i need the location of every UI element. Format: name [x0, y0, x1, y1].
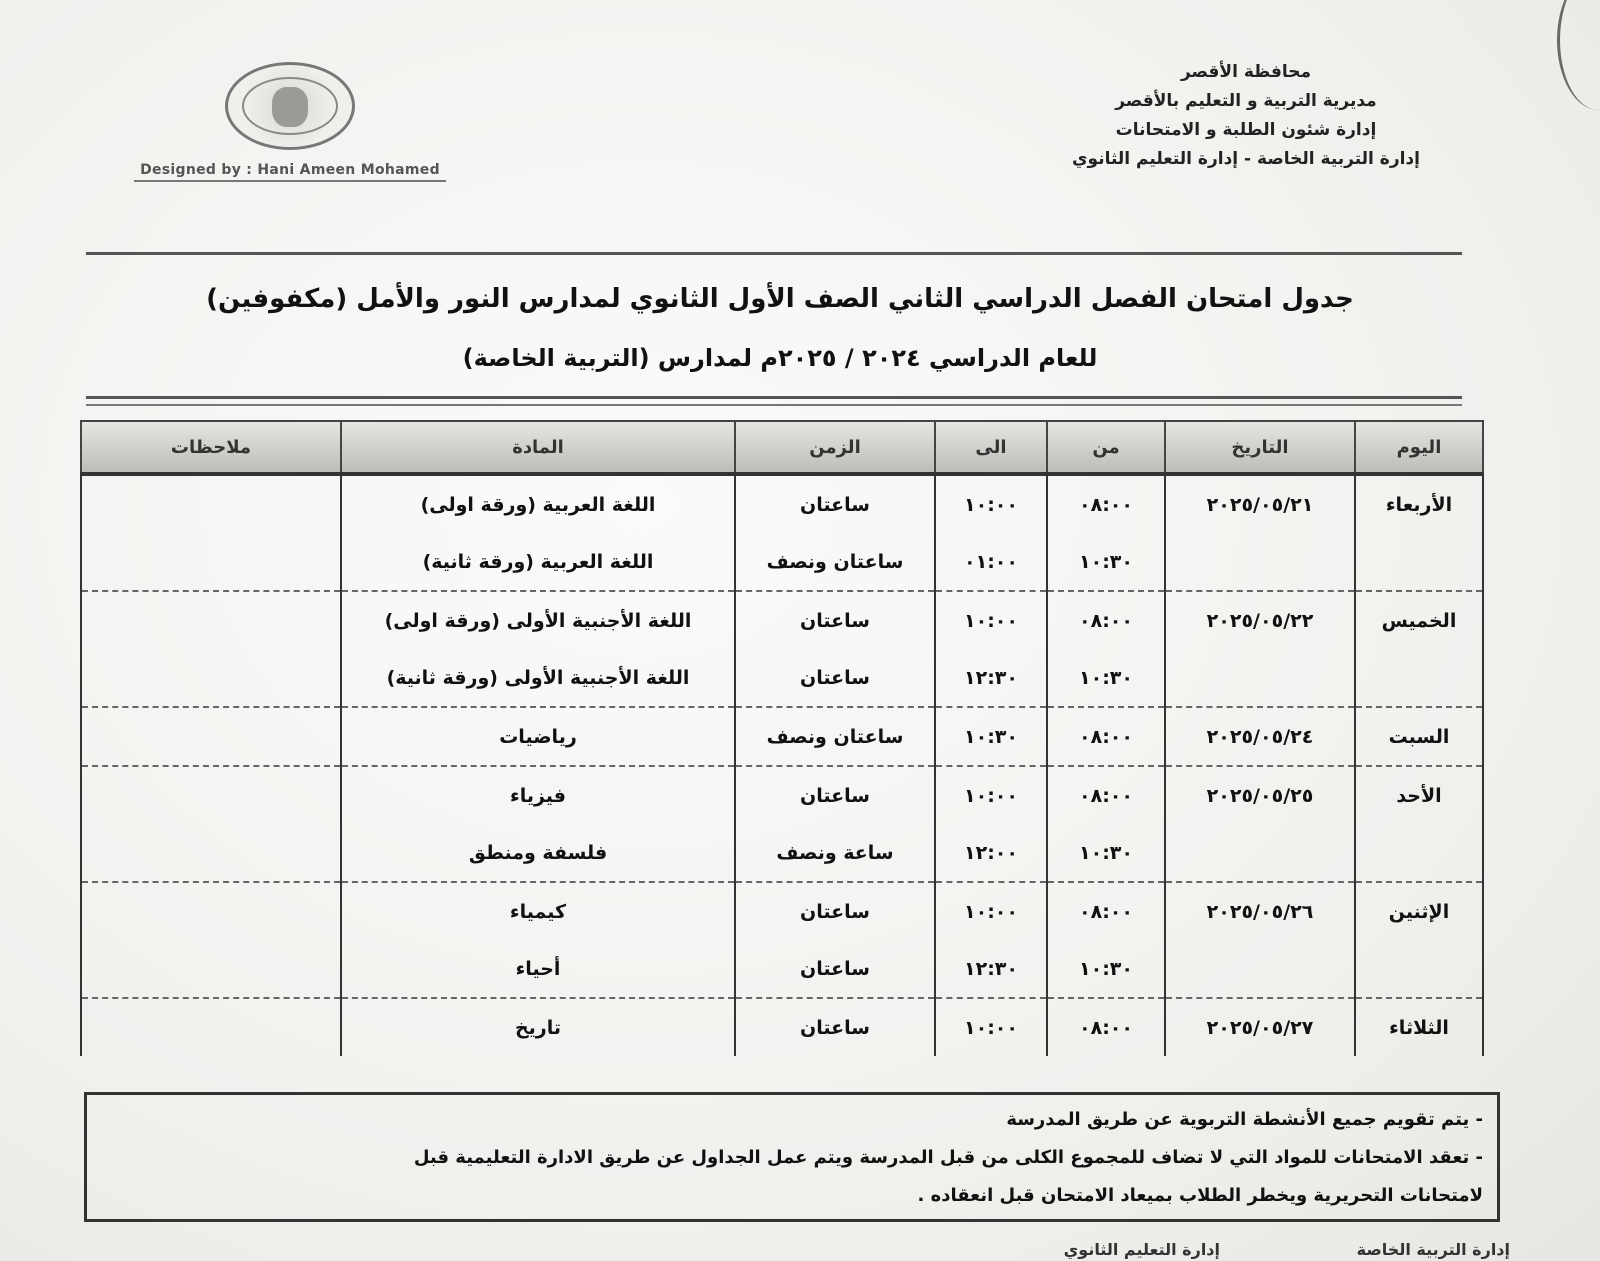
cell-day: السبت: [1355, 707, 1483, 766]
cell-to: ٠١:٠٠: [935, 533, 1047, 591]
cell-subject: رياضيات: [341, 707, 735, 766]
header-line-governorate: محافظة الأقصر: [1180, 62, 1311, 82]
cell-duration: ساعتان: [735, 591, 935, 649]
cell-subject: اللغة العربية (ورقة اولى): [341, 474, 735, 533]
exam-schedule-table: [80, 420, 1484, 1056]
cell-subject: تاريخ: [341, 998, 735, 1056]
cell-date: [1165, 649, 1355, 707]
cell-to: ١٢:٣٠: [935, 649, 1047, 707]
notes-box: [84, 1092, 1500, 1222]
cell-date: ٢٠٢٥/٠٥/٢٤: [1165, 707, 1355, 766]
cell-date: [1165, 940, 1355, 998]
cell-from: ١٠:٣٠: [1047, 533, 1165, 591]
table-row: [81, 940, 1483, 998]
cell-to: ١٠:٣٠: [935, 707, 1047, 766]
cell-from: ٠٨:٠٠: [1047, 766, 1165, 824]
table-row: [81, 591, 1483, 649]
cell-duration: ساعتان: [735, 882, 935, 940]
header-subject: المادة: [341, 421, 735, 474]
cell-duration: ساعتان: [735, 649, 935, 707]
cell-from: ٠٨:٠٠: [1047, 882, 1165, 940]
signature-secondary-education: إدارة التعليم الثانوي: [1063, 1240, 1220, 1259]
cell-subject: فلسفة ومنطق: [341, 824, 735, 882]
cell-date: ٢٠٢٥/٠٥/٢٧: [1165, 998, 1355, 1056]
signature-strip: [0, 1238, 1600, 1261]
cell-subject: اللغة الأجنبية الأولى (ورقة اولى): [341, 591, 735, 649]
note-line: لامتحانات التحريرية ويخطر الطلاب بميعاد الامتحان قبل انعقاده .: [917, 1185, 1483, 1206]
cell-day: [1355, 824, 1483, 882]
cell-date: ٢٠٢٥/٠٥/٢١: [1165, 474, 1355, 533]
table-row: [81, 474, 1483, 533]
cell-notes: [81, 882, 341, 940]
top-divider: [86, 252, 1462, 255]
cell-duration: ساعتان ونصف: [735, 707, 935, 766]
cell-notes: [81, 707, 341, 766]
title-divider: [86, 396, 1462, 399]
schedule-title: جدول امتحان الفصل الدراسي الثاني الصف الأول الثانوي لمدارس النور والأمل (مكفوفين): [206, 284, 1354, 314]
cell-day: [1355, 649, 1483, 707]
table-row: [81, 649, 1483, 707]
cell-from: ١٠:٣٠: [1047, 824, 1165, 882]
cell-notes: [81, 533, 341, 591]
cell-to: ١٠:٠٠: [935, 882, 1047, 940]
cell-day: الخميس: [1355, 591, 1483, 649]
cell-day: الأحد: [1355, 766, 1483, 824]
header-day: اليوم: [1355, 421, 1483, 474]
cell-notes: [81, 591, 341, 649]
schedule-subtitle: للعام الدراسي ٢٠٢٤ / ٢٠٢٥م لمدارس (التربية الخاصة): [462, 344, 1098, 372]
header-notes: ملاحظات: [81, 421, 341, 474]
cell-date: [1165, 824, 1355, 882]
note-line: - تعقد الامتحانات للمواد التي لا تضاف للمجموع الكلى من قبل المدرسة ويتم عمل الجداول عن طريق الادارة التعليمية قبل: [413, 1147, 1483, 1168]
header-from: من: [1047, 421, 1165, 474]
cell-subject: اللغة العربية (ورقة ثانية): [341, 533, 735, 591]
designer-credit: Designed by : Hani Ameen Mohamed: [134, 162, 446, 182]
cell-to: ١٠:٠٠: [935, 766, 1047, 824]
cell-duration: ساعتان: [735, 766, 935, 824]
cell-notes: [81, 824, 341, 882]
cell-from: ٠٨:٠٠: [1047, 591, 1165, 649]
table-row: [81, 882, 1483, 940]
header-line-department: إدارة التربية الخاصة - إدارة التعليم الثانوي: [1071, 149, 1420, 169]
table-row: [81, 707, 1483, 766]
header-line-affairs: إدارة شئون الطلبة و الامتحانات: [1115, 120, 1377, 140]
cell-date: ٢٠٢٥/٠٥/٢٢: [1165, 591, 1355, 649]
header-duration: الزمن: [735, 421, 935, 474]
cell-to: ١٠:٠٠: [935, 474, 1047, 533]
cell-subject: اللغة الأجنبية الأولى (ورقة ثانية): [341, 649, 735, 707]
cell-day: الإثنين: [1355, 882, 1483, 940]
cell-duration: ساعة ونصف: [735, 824, 935, 882]
cell-from: ١٠:٣٠: [1047, 940, 1165, 998]
cell-date: ٢٠٢٥/٠٥/٢٥: [1165, 766, 1355, 824]
cell-to: ١٢:٣٠: [935, 940, 1047, 998]
note-line: - يتم تقويم جميع الأنشطة التربوية عن طريق المدرسة: [1006, 1109, 1483, 1130]
cell-from: ٠٨:٠٠: [1047, 474, 1165, 533]
table-header-row: [81, 421, 1483, 474]
cell-notes: [81, 474, 341, 533]
cell-from: ٠٨:٠٠: [1047, 998, 1165, 1056]
logo-block: [100, 62, 480, 182]
cell-duration: ساعتان: [735, 998, 935, 1056]
table-row: [81, 998, 1483, 1056]
cell-day: الثلاثاء: [1355, 998, 1483, 1056]
signature-special-education: إدارة التربية الخاصة: [1356, 1240, 1510, 1259]
table-row: [81, 824, 1483, 882]
paper-curl: [1557, 0, 1600, 110]
cell-notes: [81, 998, 341, 1056]
cell-to: ١٠:٠٠: [935, 998, 1047, 1056]
cell-notes: [81, 649, 341, 707]
cell-date: [1165, 533, 1355, 591]
seal-logo-icon: [225, 62, 355, 150]
cell-date: ٢٠٢٥/٠٥/٢٦: [1165, 882, 1355, 940]
header-date: التاريخ: [1165, 421, 1355, 474]
cell-day: الأربعاء: [1355, 474, 1483, 533]
cell-notes: [81, 766, 341, 824]
cell-duration: ساعتان: [735, 940, 935, 998]
table-row: [81, 766, 1483, 824]
cell-subject: فيزياء: [341, 766, 735, 824]
directorate-header: [1072, 58, 1420, 174]
cell-from: ٠٨:٠٠: [1047, 707, 1165, 766]
cell-duration: ساعتان: [735, 474, 935, 533]
cell-to: ١٠:٠٠: [935, 591, 1047, 649]
cell-day: [1355, 533, 1483, 591]
cell-from: ١٠:٣٠: [1047, 649, 1165, 707]
cell-subject: كيمياء: [341, 882, 735, 940]
table-row: [81, 533, 1483, 591]
title-divider-thin: [86, 404, 1462, 406]
header-to: الى: [935, 421, 1047, 474]
cell-subject: أحياء: [341, 940, 735, 998]
cell-duration: ساعتان ونصف: [735, 533, 935, 591]
cell-day: [1355, 940, 1483, 998]
cell-to: ١٢:٠٠: [935, 824, 1047, 882]
cell-notes: [81, 940, 341, 998]
header-line-directorate: مديرية التربية و التعليم بالأقصر: [1115, 91, 1377, 111]
